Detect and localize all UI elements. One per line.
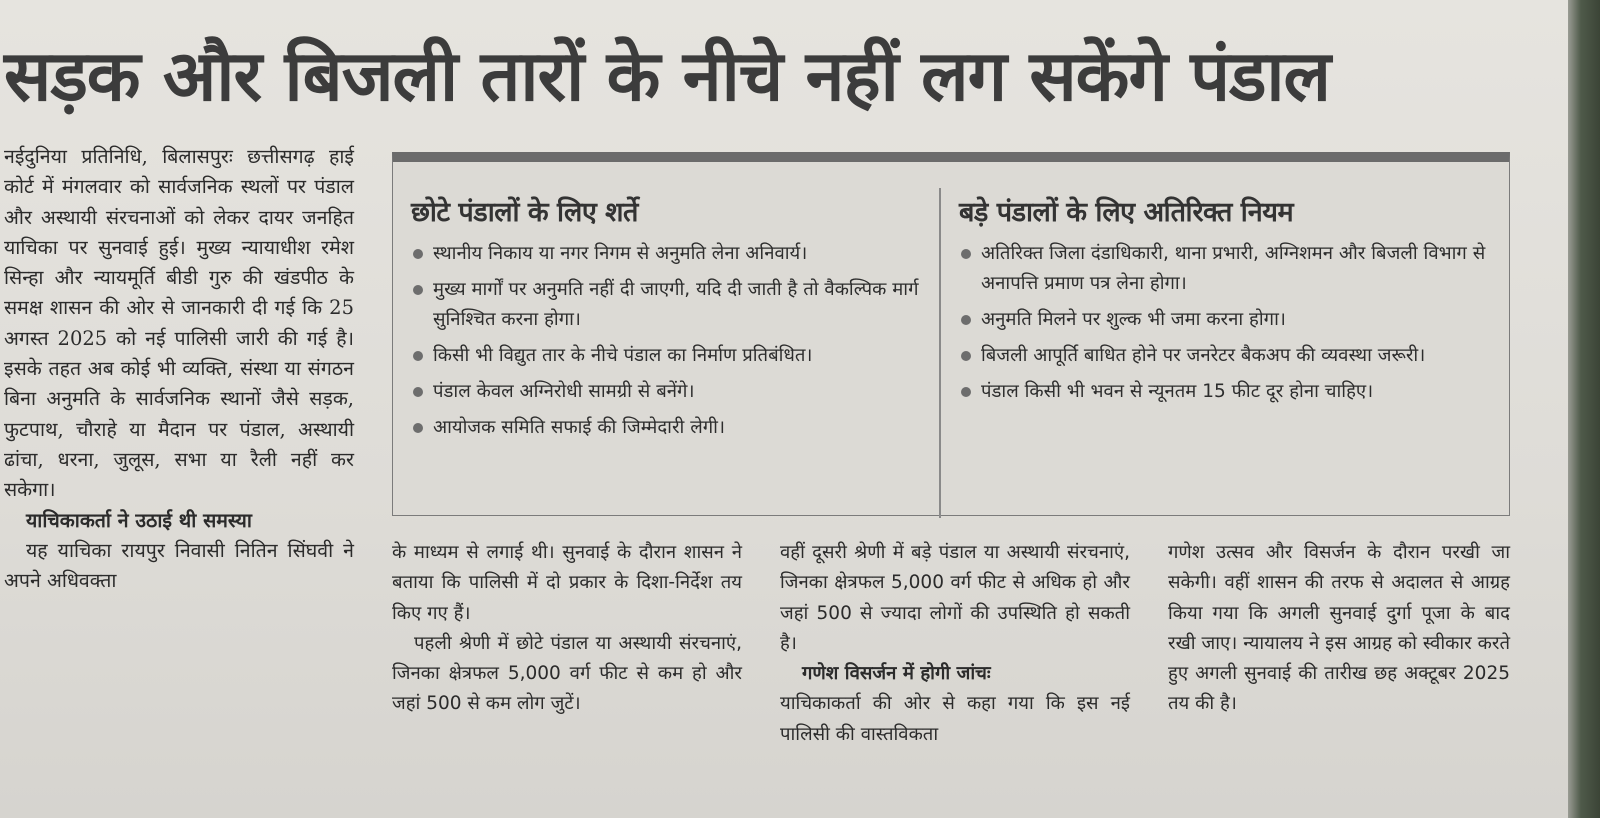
article-column-2 xyxy=(392,538,742,720)
bullet-icon xyxy=(413,351,423,361)
bullet-icon xyxy=(413,285,423,295)
article-paragraph: वहीं दूसरी श्रेणी में बड़े पंडाल या अस्थायी संरचनाएं, जिनका क्षेत्रफल 5,000 वर्ग फीट से अधिक हो और जहां 500 से ज्यादा लोगों की उपस्थिति हो सकती है। xyxy=(780,542,1130,654)
page-edge xyxy=(1568,0,1600,818)
headline: सड़क और बिजली तारों के नीचे नहीं लग सकेंगे पंडाल xyxy=(4,35,1331,117)
article-column-1 xyxy=(4,142,354,596)
bullet-icon xyxy=(413,249,423,259)
info-box-right-title: बड़े पंडालों के लिए अतिरिक्त नियम xyxy=(959,197,1294,228)
article-paragraph: गणेश उत्सव और विसर्जन के दौरान परखी जा सकेगी। वहीं शासन की तरफ से अदालत से आग्रह किया गया कि अगली सुनवाई दुर्गा पूजा के बाद रखी जाए। न्यायालय ने इस आग्रह को स्वीकार करते हुए अगली सुनवाई की तारीख छह अक्टूबर 2025 तय की है। xyxy=(1168,542,1510,715)
list-item xyxy=(959,239,1499,299)
article-paragraph: नईदुनिया प्रतिनिधि, बिलासपुरः छत्तीसगढ़ हाई कोर्ट में मंगलवार को सार्वजनिक स्थलों पर पंडाल और अस्थायी संरचनाओं को लेकर दायर जनहित याचिका पर सुनवाई हुई। मुख्य न्यायाधीश रमेश सिन्हा और न्यायमूर्ति बीडी गुरु की खंडपीठ के समक्ष शासन की ओर से जानकारी दी गई कि 25 अगस्त 2025 को नई पालिसी जारी की गई है। इसके तहत अब कोई भी व्यक्ति, संस्था या संगठन बिना अनुमति के सार्वजनिक स्थानों जैसे सड़क, फुटपाथ, चौराहे या मैदान पर पंडाल, अस्थायी ढांचा, धरना, जुलूस, सभा या रैली नहीं कर सकेगा। xyxy=(4,145,354,502)
list-item xyxy=(959,341,1499,371)
info-box-right xyxy=(959,184,1499,413)
divider xyxy=(939,188,941,518)
list-item-text: अनुमति मिलने पर शुल्क भी जमा करना होगा। xyxy=(981,309,1286,330)
list-item-text: पंडाल किसी भी भवन से न्यूनतम 15 फीट दूर होना चाहिए। xyxy=(981,381,1374,402)
list-item-text: अतिरिक्त जिला दंडाधिकारी, थाना प्रभारी, अग्निशमन और बिजली विभाग से अनापत्ति प्रमाण पत्र लेना होगा। xyxy=(981,243,1486,294)
list-item xyxy=(411,413,921,443)
bullet-icon xyxy=(961,351,971,361)
bullet-icon xyxy=(413,423,423,433)
list-item-text: आयोजक समिति सफाई की जिम्मेदारी लेगी। xyxy=(433,417,725,438)
info-box-right-list xyxy=(959,239,1499,407)
article-subhead: गणेश विसर्जन में होगी जांचः xyxy=(802,663,991,685)
article-paragraph: यह याचिका रायपुर निवासी नितिन सिंघवी ने अपने अधिवक्ता xyxy=(4,538,354,593)
list-item-text: स्थानीय निकाय या नगर निगम से अनुमति लेना अनिवार्य। xyxy=(433,243,808,264)
list-item xyxy=(411,341,921,371)
info-box-left-title: छोटे पंडालों के लिए शर्ते xyxy=(411,197,638,228)
article-paragraph: याचिकाकर्ता की ओर से कहा गया कि इस नई पालिसी की वास्तविकता xyxy=(780,693,1130,745)
list-item-text: पंडाल केवल अग्निरोधी सामग्री से बनेंगे। xyxy=(433,381,695,402)
article-column-3 xyxy=(780,538,1130,750)
article-paragraph: के माध्यम से लगाई थी। सुनवाई के दौरान शासन ने बताया कि पालिसी में दो प्रकार के दिशा-निर्देश तय किए गए हैं। xyxy=(392,542,742,624)
list-item xyxy=(411,275,921,335)
bullet-icon xyxy=(413,387,423,397)
list-item-text: बिजली आपूर्ति बाधित होने पर जनरेटर बैकअप की व्यवस्था जरूरी। xyxy=(981,345,1426,366)
info-box-left xyxy=(411,184,921,449)
list-item xyxy=(411,377,921,407)
article-column-4 xyxy=(1168,538,1510,720)
bullet-icon xyxy=(961,387,971,397)
list-item-text: मुख्य मार्गों पर अनुमति नहीं दी जाएगी, यदि दी जाती है तो वैकल्पिक मार्ग सुनिश्चित करना होगा। xyxy=(433,279,919,330)
article-paragraph: पहली श्रेणी में छोटे पंडाल या अस्थायी संरचनाएं, जिनका क्षेत्रफल 5,000 वर्ग फीट से कम हो और जहां 500 से कम लोग जुटें। xyxy=(392,632,742,715)
info-box xyxy=(392,152,1510,516)
bullet-icon xyxy=(961,249,971,259)
list-item xyxy=(411,239,921,269)
bullet-icon xyxy=(961,315,971,325)
list-item xyxy=(959,377,1499,407)
article-subhead: याचिकाकर्ता ने उठाई थी समस्या xyxy=(26,508,252,532)
list-item-text: किसी भी विद्युत तार के नीचे पंडाल का निर्माण प्रतिबंधित। xyxy=(433,345,813,366)
info-box-left-list xyxy=(411,239,921,443)
list-item xyxy=(959,305,1499,335)
